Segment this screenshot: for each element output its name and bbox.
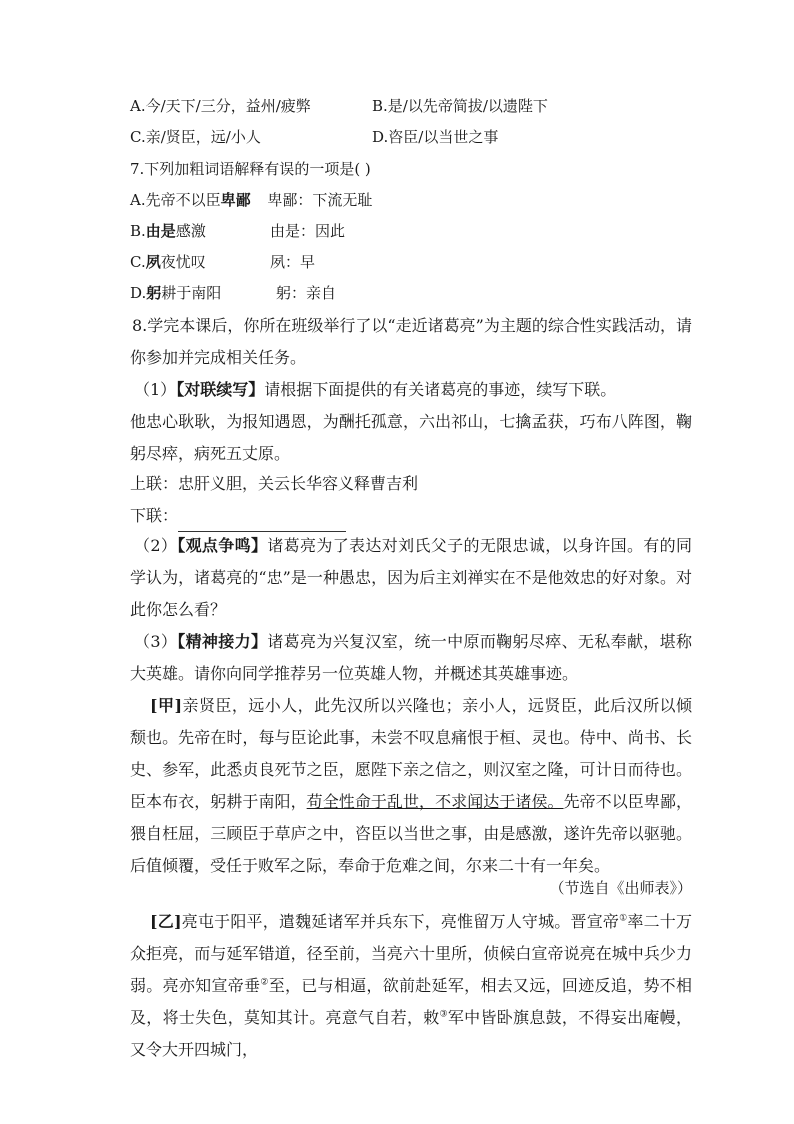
note-1-marker: ① — [619, 913, 628, 924]
jia-text-2: 先帝不以臣卑鄙，猥自枉屈，三顾臣于草庐之中，咨臣以当世之事，由是感激，遂许先帝以驱驰。后值倾覆，受任于败军之际，奉命于危难之间，尔来二十有一年矣。 — [130, 792, 692, 875]
yi-text-4: 军中皆卧旗息鼓，不得妄出庵幔，又令大开四城门， — [130, 1008, 692, 1059]
task1-upper-couplet: 上联：忠肝义胆，关云长华容义释曹吉利 — [130, 474, 419, 493]
q6-option-c: C.亲/贤臣，远/小人 — [130, 128, 261, 146]
jia-source: （节选自《出师表》） — [549, 879, 692, 897]
q7-b-post: 感激 — [175, 222, 206, 240]
q7-a-prefix: A.先帝不以臣 — [130, 191, 221, 209]
q7-a-definition: 卑鄙：下流无耻 — [267, 191, 373, 209]
task3-title: 【精神接力】 — [177, 632, 268, 651]
q7-d-bold: 躬 — [146, 284, 162, 302]
q7-c-post: 夜忧叹 — [160, 253, 206, 271]
task1-text: 请根据下面提供的有关诸葛亮的事迹，续写下联。 — [264, 380, 617, 399]
q6-option-d: D.咨臣/以当世之事 — [372, 128, 499, 146]
q7-c-definition: 夙：早 — [270, 253, 316, 271]
q8-task1 — [130, 374, 692, 406]
q7-d-prefix: D. — [130, 284, 147, 302]
lower-couplet-label: 下联： — [130, 506, 179, 525]
task2-number: （2） — [134, 536, 178, 555]
yi-text-3: 至，已与相逼，欲前赴延军，相去又远，回迹反追，势不相及，将士失色，莫知其计。亮意气自若，敕 — [130, 976, 692, 1027]
q7-option-b — [130, 221, 206, 241]
passage-jia — [130, 690, 692, 882]
jia-tag: [甲] — [150, 696, 183, 715]
task2-title: 【观点争鸣】 — [177, 536, 268, 555]
q7-option-a — [130, 190, 372, 210]
note-2-marker: ② — [260, 977, 269, 988]
task1-lower-couplet — [130, 500, 692, 532]
q7-b-bold: 由是 — [145, 222, 176, 240]
yi-text-2: 率二十万众拒亮，而与延军错道，径至前，当亮六十里所，侦候白宣帝说亮在城中兵少力弱。亮亦知宣帝垂 — [130, 912, 692, 995]
q7-d-post: 耕于南阳 — [161, 284, 222, 302]
task3-text: 诸葛亮为兴复汉室，统一中原而鞠躬尽瘁、无私奉献，堪称大英雄。请你向同学推荐另一位英雄人物，并概述其英雄事迹。 — [130, 632, 692, 683]
yi-text-1: 亮屯于阳平，遣魏延诸军并兵东下，亮惟留万人守城。晋宣帝 — [181, 912, 620, 931]
q8-task3 — [130, 626, 692, 690]
q8-stem: 8.学完本课后，你所在班级举行了以“走近诸葛亮”为主题的综合性实践活动，请你参加并完成相关任务。 — [130, 316, 692, 367]
q6-option-b: B.是/以先帝简拔/以遗陛下 — [372, 97, 548, 115]
q7-b-prefix: B. — [130, 222, 146, 240]
passage-yi — [130, 906, 692, 1066]
q7-c-prefix: C. — [130, 253, 146, 271]
task2-text: 诸葛亮为了表达对刘氏父子的无限忠诚，以身许国。有的同学认为，诸葛亮的“忠”是一种愚忠，因为后主刘禅实在不是他效忠的好对象。对此你怎么看？ — [130, 536, 692, 619]
task1-title: 【对联续写】 — [176, 380, 265, 399]
jia-text-1: 亲贤臣，远小人，此先汉所以兴隆也；亲小人，远贤臣，此后汉所以倾颓也。先帝在时，每与臣论此事，未尝不叹息痛恨于桓、灵也。侍中、尚书、长史、参军，此悉贞良死节之臣，愿陛下亲之信之，则汉室之隆，可计日而待也。臣本布衣，躬耕于南阳， — [130, 696, 692, 811]
q7-stem: 7.下列加粗词语解释有误的一项是( ) — [130, 160, 371, 178]
task1-story: 他忠心耿耿，为报知遇恩，为酬托孤意，六出祁山，七擒孟获，巧布八阵图，鞠躬尽瘁，病死五丈原。 — [130, 412, 692, 463]
q7-a-bold: 卑鄙 — [220, 191, 251, 209]
q8-task2 — [130, 530, 692, 626]
q7-option-c — [130, 252, 206, 272]
q7-d-definition: 躬：亲自 — [276, 284, 337, 302]
yi-tag: [乙] — [150, 912, 182, 931]
q7-c-bold: 夙 — [145, 253, 161, 271]
q7-option-d — [130, 283, 221, 303]
q6-option-a: A.今/天下/三分，益州/疲弊 — [130, 97, 311, 115]
jia-underlined-sentence: 苟全性命于乱世，不求闻达于诸侯。 — [306, 792, 564, 811]
task1-number: （1） — [134, 380, 177, 399]
q7-b-definition: 由是：因此 — [270, 222, 346, 240]
task3-number: （3） — [134, 632, 178, 651]
note-3-marker: ③ — [439, 1009, 448, 1020]
